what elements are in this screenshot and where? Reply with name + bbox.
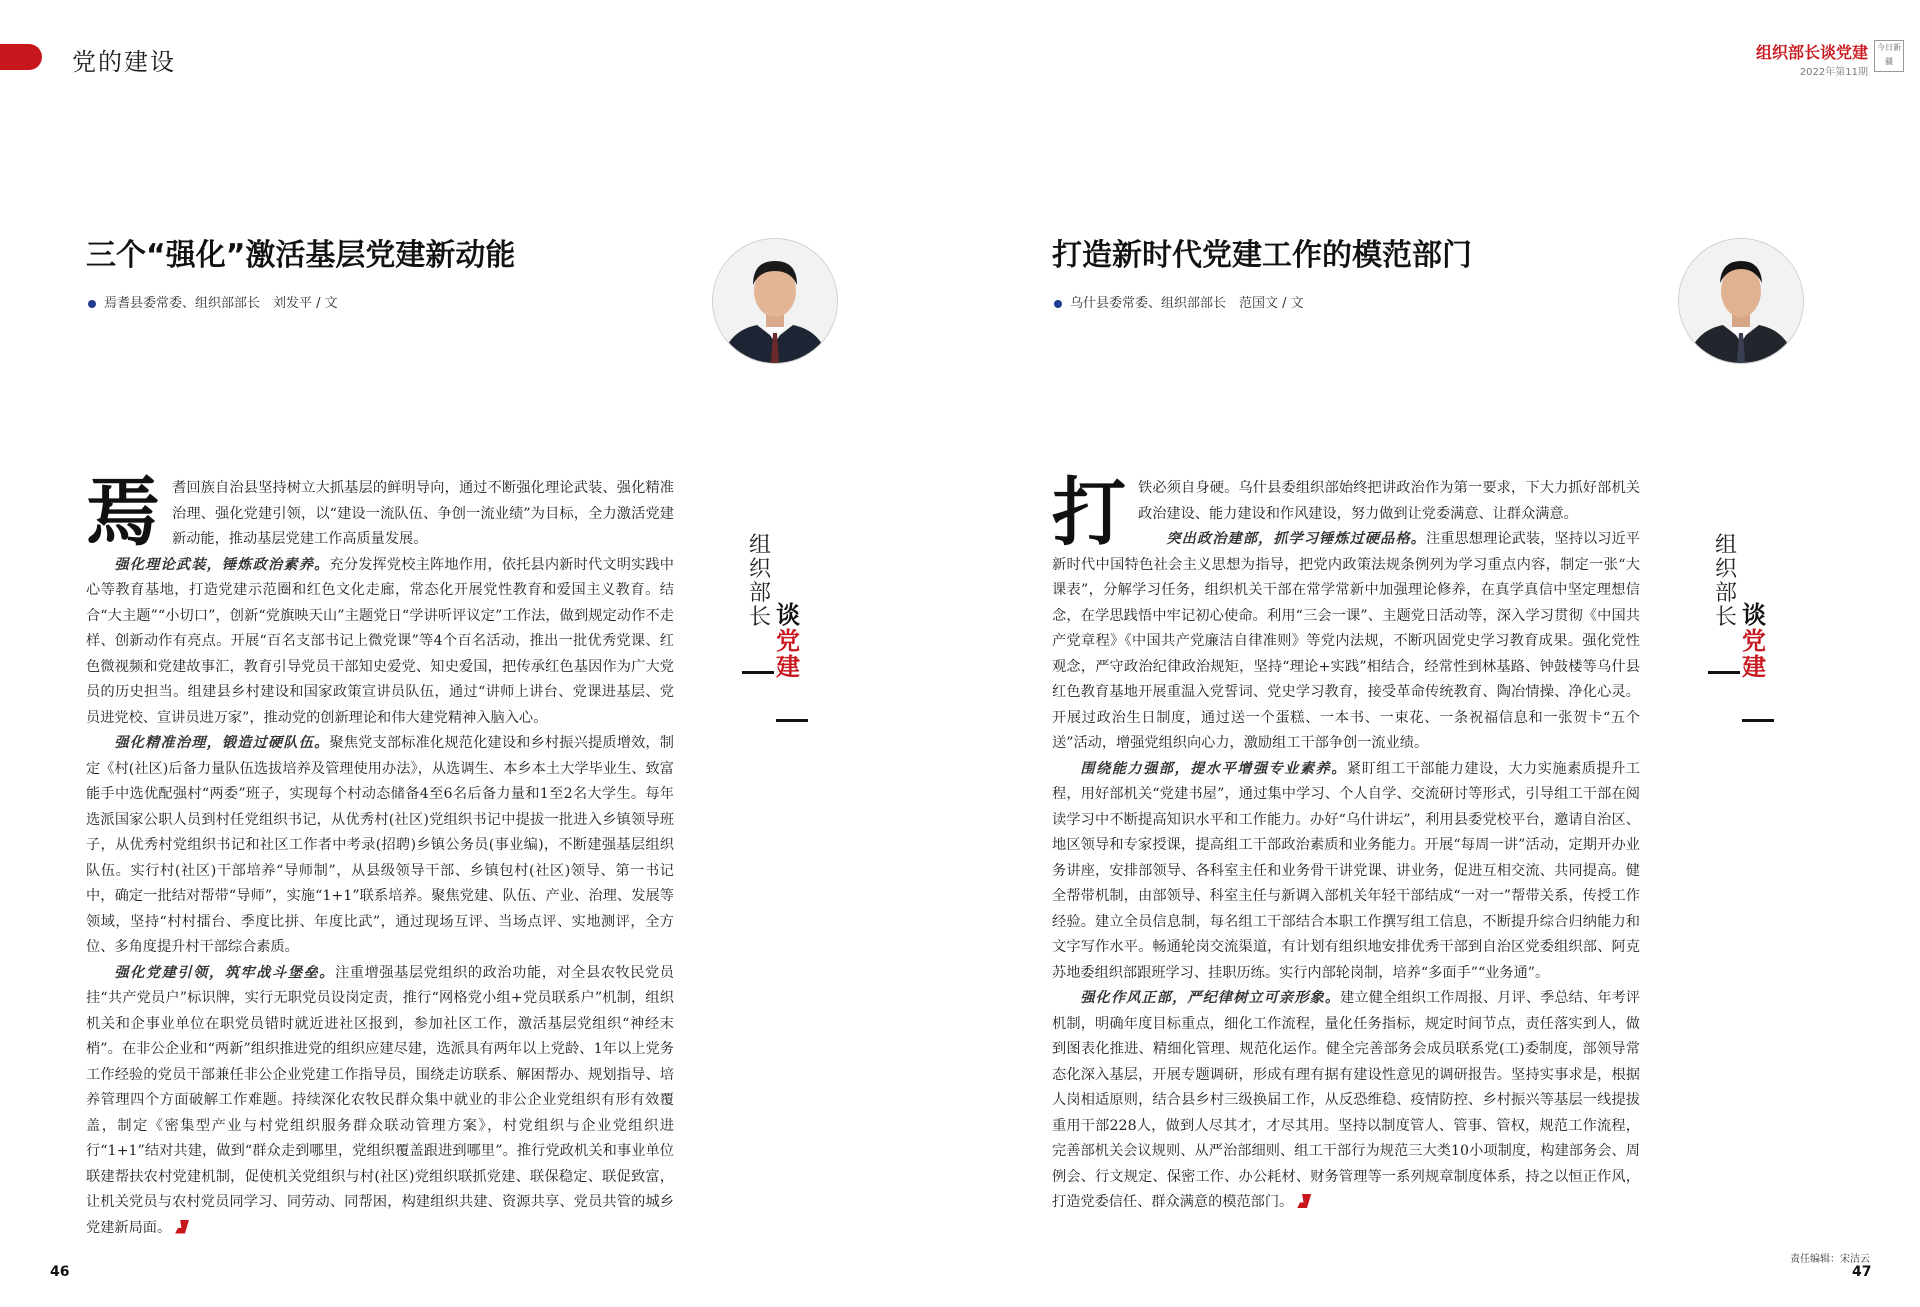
section-tab	[0, 44, 42, 70]
left-portrait	[712, 238, 838, 364]
vertical-logo-char-3: 建	[776, 652, 800, 681]
right-subheading-1: 突出政治建部，抓学习锤炼过硬品格。	[1166, 531, 1426, 547]
vertical-logo-char-1: 谈	[1742, 600, 1766, 629]
left-subheading-3: 强化党建引领，筑牢战斗堡垒。	[114, 964, 336, 981]
left-article-title: 三个“强化”激活基层党建新动能	[86, 238, 516, 273]
right-dropcap: 打	[1052, 470, 1126, 556]
page-number-left: 46	[50, 1264, 70, 1280]
vertical-logo-char-2: 党	[1742, 626, 1766, 655]
logo-bar	[1742, 719, 1774, 722]
left-intro-text: 耆回族自治县坚持树立大抓基层的鲜明导向，通过不断强化理论武装、强化精准治理、强化党建引领，以“建设一流队伍、争创一流业绩”为目标，全力激活党建新动能，推动基层党建工作高质量发展。	[172, 480, 674, 547]
left-paragraph-1	[86, 553, 674, 732]
brand-box: 今日新疆	[1874, 40, 1904, 72]
vertical-logo-lower	[774, 602, 802, 680]
brand-title: 组织部长谈党建	[1755, 43, 1868, 62]
end-mark-icon	[1297, 1194, 1311, 1208]
logo-bar	[1708, 671, 1740, 674]
right-paragraph-1-text: 注重思想理论武装，坚持以习近平新时代中国特色社会主义思想为指导，把党内政策法规条例列为学习重点内容，制定一张“大课表”，分解学习任务，组织机关干部在常学常新中加强理论修养，在真学真信中坚定理想信念，在学思践悟中牢记初心使命。利用“三会一课”、主题党日活动等，深入学习贯彻《中国共产党章程》《中国共产党廉洁自律准则》等党内法规，不断巩固党史学习教育成果。强化党性观念，严守政治纪律政治规矩，坚持“理论+实践”相结合，经常性到林基路、钟鼓楼等乌什县红色教育基地开展重温入党誓词、党史学习教育，接受革命传统教育、陶冶情操、净化心灵。开展过政治生日制度，通过送一个蛋糕、一本书、一束花、一条祝福信息和一张贺卡“五个送”活动，增强党组织向心力，激励组工干部争创一流业绩。	[1052, 531, 1640, 751]
vertical-logo-left	[746, 534, 806, 724]
end-mark-icon	[175, 1220, 189, 1234]
man-portrait-icon	[1679, 239, 1803, 363]
right-paragraph-3-text: 建立健全组织工作周报、月评、季总结、年考评机制，明确年度目标重点，细化工作流程，量化任务指标，规定时间节点，责任落实到人，做到图表化推进、精细化管理、规范化运作。健全完善部务会成员联系党(工)委制度，部领导常态化深入基层，开展专题调研，形成有理有据有建设性意见的调研报告。坚持实事求是，根据人岗相适原则，结合县乡村三级换届工作，从反恐维稳、疫情防控、乡村振兴等基层一线提拔重用干部228人，做到人尽其才，才尽其用。坚持以制度管人、管事、管权，规范工作流程，完善部机关会议规则、从严治部细则、组工干部行为规范三大类10小项制度，构建部务会、周例会、行文规定、保密工作、办公耗材、财务管理等一系列规章制度体系，持之以恒正作风，打造党委信任、群众满意的模范部门。	[1052, 990, 1640, 1210]
right-paragraph-2-text: 紧盯组工干部能力建设，大力实施素质提升工程，用好部机关“党建书屋”，通过集中学习、个人自学、交流研讨等形式，引导组工干部在阅读学习中不断提高知识水平和工作能力。办好“乌什讲坛”，利用县委党校平台，邀请自治区、地区领导和专家授课，提高组工干部政治素质和业务能力。开展“每周一讲”活动，定期开办业务讲座，安排部领导、各科室主任和业务骨干讲党课、讲业务，促进互相交流、共同提高。健全帮带机制，由部领导、科室主任与新调入部机关年轻干部结成“一对一”帮带关系，传授工作经验。建立全员信息制，每名组工干部结合本职工作撰写组工信息，不断提升综合归纳能力和文字写作水平。畅通轮岗交流渠道，有计划有组织地安排优秀干部到自治区党委组织部、阿克苏地委组织部跟班学习、挂职历练。实行内部轮岗制，培养“多面手”“业务通”。	[1052, 760, 1640, 981]
left-byline-text: 焉耆县委常委、组织部部长 刘发平 / 文	[104, 296, 338, 311]
right-article-title: 打造新时代党建工作的模范部门	[1052, 238, 1472, 273]
brand-issue: 2022年第11期	[1799, 67, 1868, 78]
left-subheading-2: 强化精准治理，锻造过硬队伍。	[114, 735, 330, 751]
right-byline	[1054, 292, 1304, 311]
man-portrait-icon	[713, 239, 837, 363]
vertical-logo-char-1: 谈	[776, 600, 800, 629]
right-article-body	[1052, 470, 1640, 1216]
right-subheading-3: 强化作风正部，严纪律树立可亲形象。	[1080, 990, 1341, 1006]
left-paragraph-2	[86, 731, 674, 961]
left-paragraph-3	[86, 961, 674, 1242]
left-byline	[88, 292, 338, 311]
section-title: 党的建设	[72, 48, 176, 76]
bullet-dot	[1054, 300, 1062, 308]
logo-bar	[742, 671, 774, 674]
bullet-dot	[88, 300, 96, 308]
magazine-brand	[1756, 40, 1868, 78]
left-paragraph-1-text: 充分发挥党校主阵地作用，依托县内新时代文明实践中心等教育基地，打造党建示范圈和红色文化走廊，常态化开展党性教育和爱国主义教育。结合“大主题”“小切口”，创新“党旗映天山”主题党日“学讲听评议定”工作法，做到规定动作不走样、创新动作有亮点。开展“百名支部书记上微党课”等4个百名活动，推出一批优秀党课、红色微视频和党建故事汇，教育引导党员干部知史爱党、知史爱国，把传承红色基因作为广大党员的历史担当。组建县乡村建设和国家政策宣讲员队伍，通过“讲师上讲台、党课进基层、党员进党校、宣讲员进万家”，推动党的创新理论和伟大建党精神入脑入心。	[86, 556, 674, 726]
left-dropcap: 焉	[86, 470, 160, 556]
right-subheading-2: 围绕能力强部，提水平增强专业素养。	[1080, 760, 1347, 777]
left-article-body	[86, 470, 674, 1241]
vertical-logo-char-2: 党	[776, 626, 800, 655]
right-paragraph-3	[1052, 986, 1640, 1216]
left-intro	[86, 470, 674, 556]
right-byline-text: 乌什县委常委、组织部部长 范国文 / 文	[1070, 296, 1304, 311]
right-paragraph-1	[1052, 527, 1640, 757]
logo-bar	[776, 719, 808, 722]
editor-credit: 责任编辑：宋洁云	[1790, 1254, 1870, 1265]
left-paragraph-2-text: 聚焦党支部标准化规范化建设和乡村振兴提质增效，制定《村(社区)后备力量队伍选拔培养及管理使用办法》，从选调生、本乡本土大学毕业生、致富能手中选优配强村“两委”班子，实现每个村动态储备4至6名后备力量和1至2名大学生。每年选派国家公职人员到村任党组织书记，从优秀村(社区)党组织书记中提拔一批进入乡镇领导班子，从优秀村党组织书记和社区工作者中考录(招聘)乡镇公务员(事业编)，不断建强基层组织队伍。实行村(社区)干部培养“导师制”，从县级领导干部、乡镇包村(社区)领导、第一书记中，确定一批结对帮带“导师”，实施“1+1”联系培养。聚焦党建、队伍、产业、治理、发展等领域，坚持“村村擂台、季度比拼、年度比武”，通过现场互评、当场点评、实地测评，全方位、多角度提升村干部综合素质。	[86, 735, 674, 955]
left-paragraph-3-text: 注重增强基层党组织的政治功能，对全县农牧民党员挂“共产党员户”标识牌，实行无职党员设岗定责，推行“网格党小组+党员联系户”机制，组织机关和企事业单位在职党员错时就近进社区报到，参加社区工作，激活基层党组织“神经末梢”。在非公企业和“两新”组织推进党的组织应建尽建，选派具有两年以上党龄、1年以上党务工作经验的党员干部兼任非公企业党建工作指导员，围绕走访联系、解困帮办、规划指导、培养管理四个方面破解工作难题。持续深化农牧民群众集中就业的非公企业党组织有形有效覆盖，制定《密集型产业与村党组织服务群众联动管理方案》，村党组织与企业党组织进行“1+1”结对共建，做到“群众走到哪里，党组织覆盖跟进到哪里”。推行党政机关和事业单位联建帮扶农村党建机制，促使机关党组织与村(社区)党组织联抓党建、联保稳定、联促致富，让机关党员与农村党员同学习、同劳动、同帮困，构建组织共建、资源共享、党员共管的城乡党建新局面。	[86, 964, 674, 1236]
right-paragraph-2	[1052, 757, 1640, 987]
vertical-logo-right	[1712, 534, 1772, 724]
vertical-logo-char-3: 建	[1742, 652, 1766, 681]
left-subheading-1: 强化理论武装，锤炼政治素养。	[114, 556, 330, 573]
vertical-logo-upper: 组织部长	[1714, 533, 1737, 630]
page-number-right: 47	[1852, 1264, 1872, 1280]
vertical-logo-upper: 组织部长	[748, 533, 771, 630]
right-intro-text: 铁必须自身硬。乌什县委组织部始终把讲政治作为第一要求，下大力抓好部机关政治建设、能力建设和作风建设，努力做到让党委满意、让群众满意。	[1138, 480, 1640, 522]
vertical-logo-lower	[1740, 602, 1768, 680]
right-portrait	[1678, 238, 1804, 364]
